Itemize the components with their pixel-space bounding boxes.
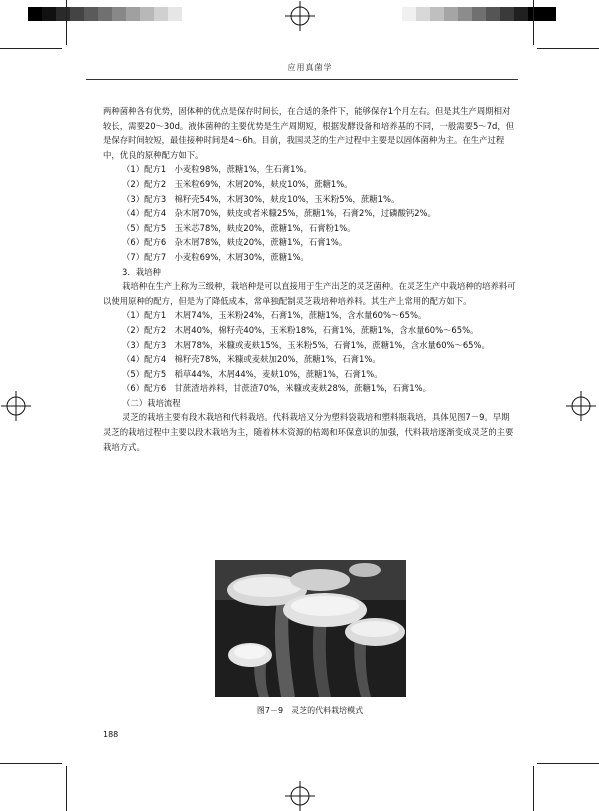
formula-item: （7）配方7 小麦粒69%，木屑30%，蔗糖1%。 bbox=[122, 251, 309, 262]
crop-mark bbox=[0, 48, 62, 49]
formula-item: （1）配方1 小麦粒98%，蔗糖1%，生石膏1%。 bbox=[122, 164, 312, 175]
formula-item: （3）配方3 木屑78%，米糠或麦麸15%，玉米粉5%，石膏1%，蔗糖1%，含水量60%～65%。 bbox=[122, 339, 490, 350]
registration-mark-left bbox=[1, 391, 31, 421]
registration-mark-top bbox=[285, 1, 315, 31]
registration-mark-bottom bbox=[285, 781, 315, 811]
formula-item: （3）配方3 棉籽壳54%，木屑30%，麸皮10%，玉米粉5%，蔗糖1%。 bbox=[122, 193, 400, 204]
registration-mark-right bbox=[566, 391, 596, 421]
crop-mark bbox=[533, 0, 534, 45]
body-text bbox=[103, 104, 517, 454]
header-rule bbox=[86, 79, 518, 80]
section-heading: （二）栽培流程 bbox=[122, 397, 181, 408]
crop-mark bbox=[537, 763, 599, 764]
color-bar-left bbox=[28, 7, 182, 21]
crop-mark bbox=[66, 766, 67, 811]
figure-photo bbox=[215, 560, 406, 697]
figure-caption: 图7－9 灵芝的代料栽培模式 bbox=[256, 706, 364, 715]
paragraph: 栽培种在生产上称为三级种，栽培种是可以直接用于生产出芝的灵芝菌种。在灵芝生产中栽培种的培养料可以使用原种的配方，但是为了降低成本，常单独配制灵芝栽培种培养料。其生产上常用的配方如下。 bbox=[103, 281, 516, 306]
formula-item: （5）配方5 玉米芯78%，麸皮20%，蔗糖1%，石膏粉1%。 bbox=[122, 222, 356, 233]
formula-item: （6）配方6 甘蔗渣培养料，甘蔗渣70%，米糠或麦麸28%，蔗糖1%，石膏1%。 bbox=[122, 383, 431, 394]
paragraph: 灵芝的栽培主要有段木栽培和代料栽培。代料栽培又分为塑料袋栽培和塑料瓶栽培，具体见图7－9。早期灵芝的栽培过程中主要以段木栽培为主，随着林木资源的枯竭和环保意识的加强，代料栽培逐渐变成灵芝的主要栽培方式。 bbox=[103, 412, 514, 452]
formula-item: （4）配方4 杂木屑70%，麸皮或者米糠25%，蔗糖1%，石膏2%，过磷酸钙2%。 bbox=[122, 208, 436, 219]
formula-item: （1）配方1 木屑74%，玉米粉24%，石膏1%，蔗糖1%，含水量60%～65%。 bbox=[122, 310, 427, 321]
paragraph: 两种菌种各有优势，固体种的优点是保存时间长，在合适的条件下，能够保存1个月左右。但是其生产周期相对较长，需要20～30d。液体菌种的主要优势是生产周期短，根据发酵设备和培养基的不同，一般需要5～7d，但是保存时间较短，最佳接种时间是4～6h。目前，我国灵芝的生产过程中主要是以固体菌种为主。在生产过程中，优良的原种配方如下。 bbox=[103, 106, 515, 160]
crop-mark bbox=[0, 763, 62, 764]
section-heading: 3．栽培种 bbox=[122, 266, 161, 277]
formula-item: （2）配方2 木屑40%，棉籽壳40%，玉米粉18%，石膏1%，蔗糖1%，含水量60%～65%。 bbox=[122, 324, 479, 335]
formula-item: （6）配方6 杂木屑78%，麸皮20%，蔗糖1%，石膏1%。 bbox=[122, 237, 348, 248]
running-header: 应用真菌学 bbox=[287, 63, 333, 72]
page-number: 188 bbox=[103, 730, 119, 739]
crop-mark bbox=[533, 766, 534, 811]
formula-item: （4）配方4 棉籽壳78%，米糠或麦麸加20%，蔗糖1%，石膏1%。 bbox=[122, 354, 381, 365]
crop-mark bbox=[66, 0, 67, 45]
crop-mark bbox=[537, 48, 599, 49]
formula-item: （5）配方5 稻草44%，木屑44%，麦麸10%，蔗糖1%，石膏1%。 bbox=[122, 368, 383, 379]
formula-item: （2）配方2 玉米粒69%，木屑20%，麸皮10%，蔗糖1%。 bbox=[122, 178, 353, 189]
